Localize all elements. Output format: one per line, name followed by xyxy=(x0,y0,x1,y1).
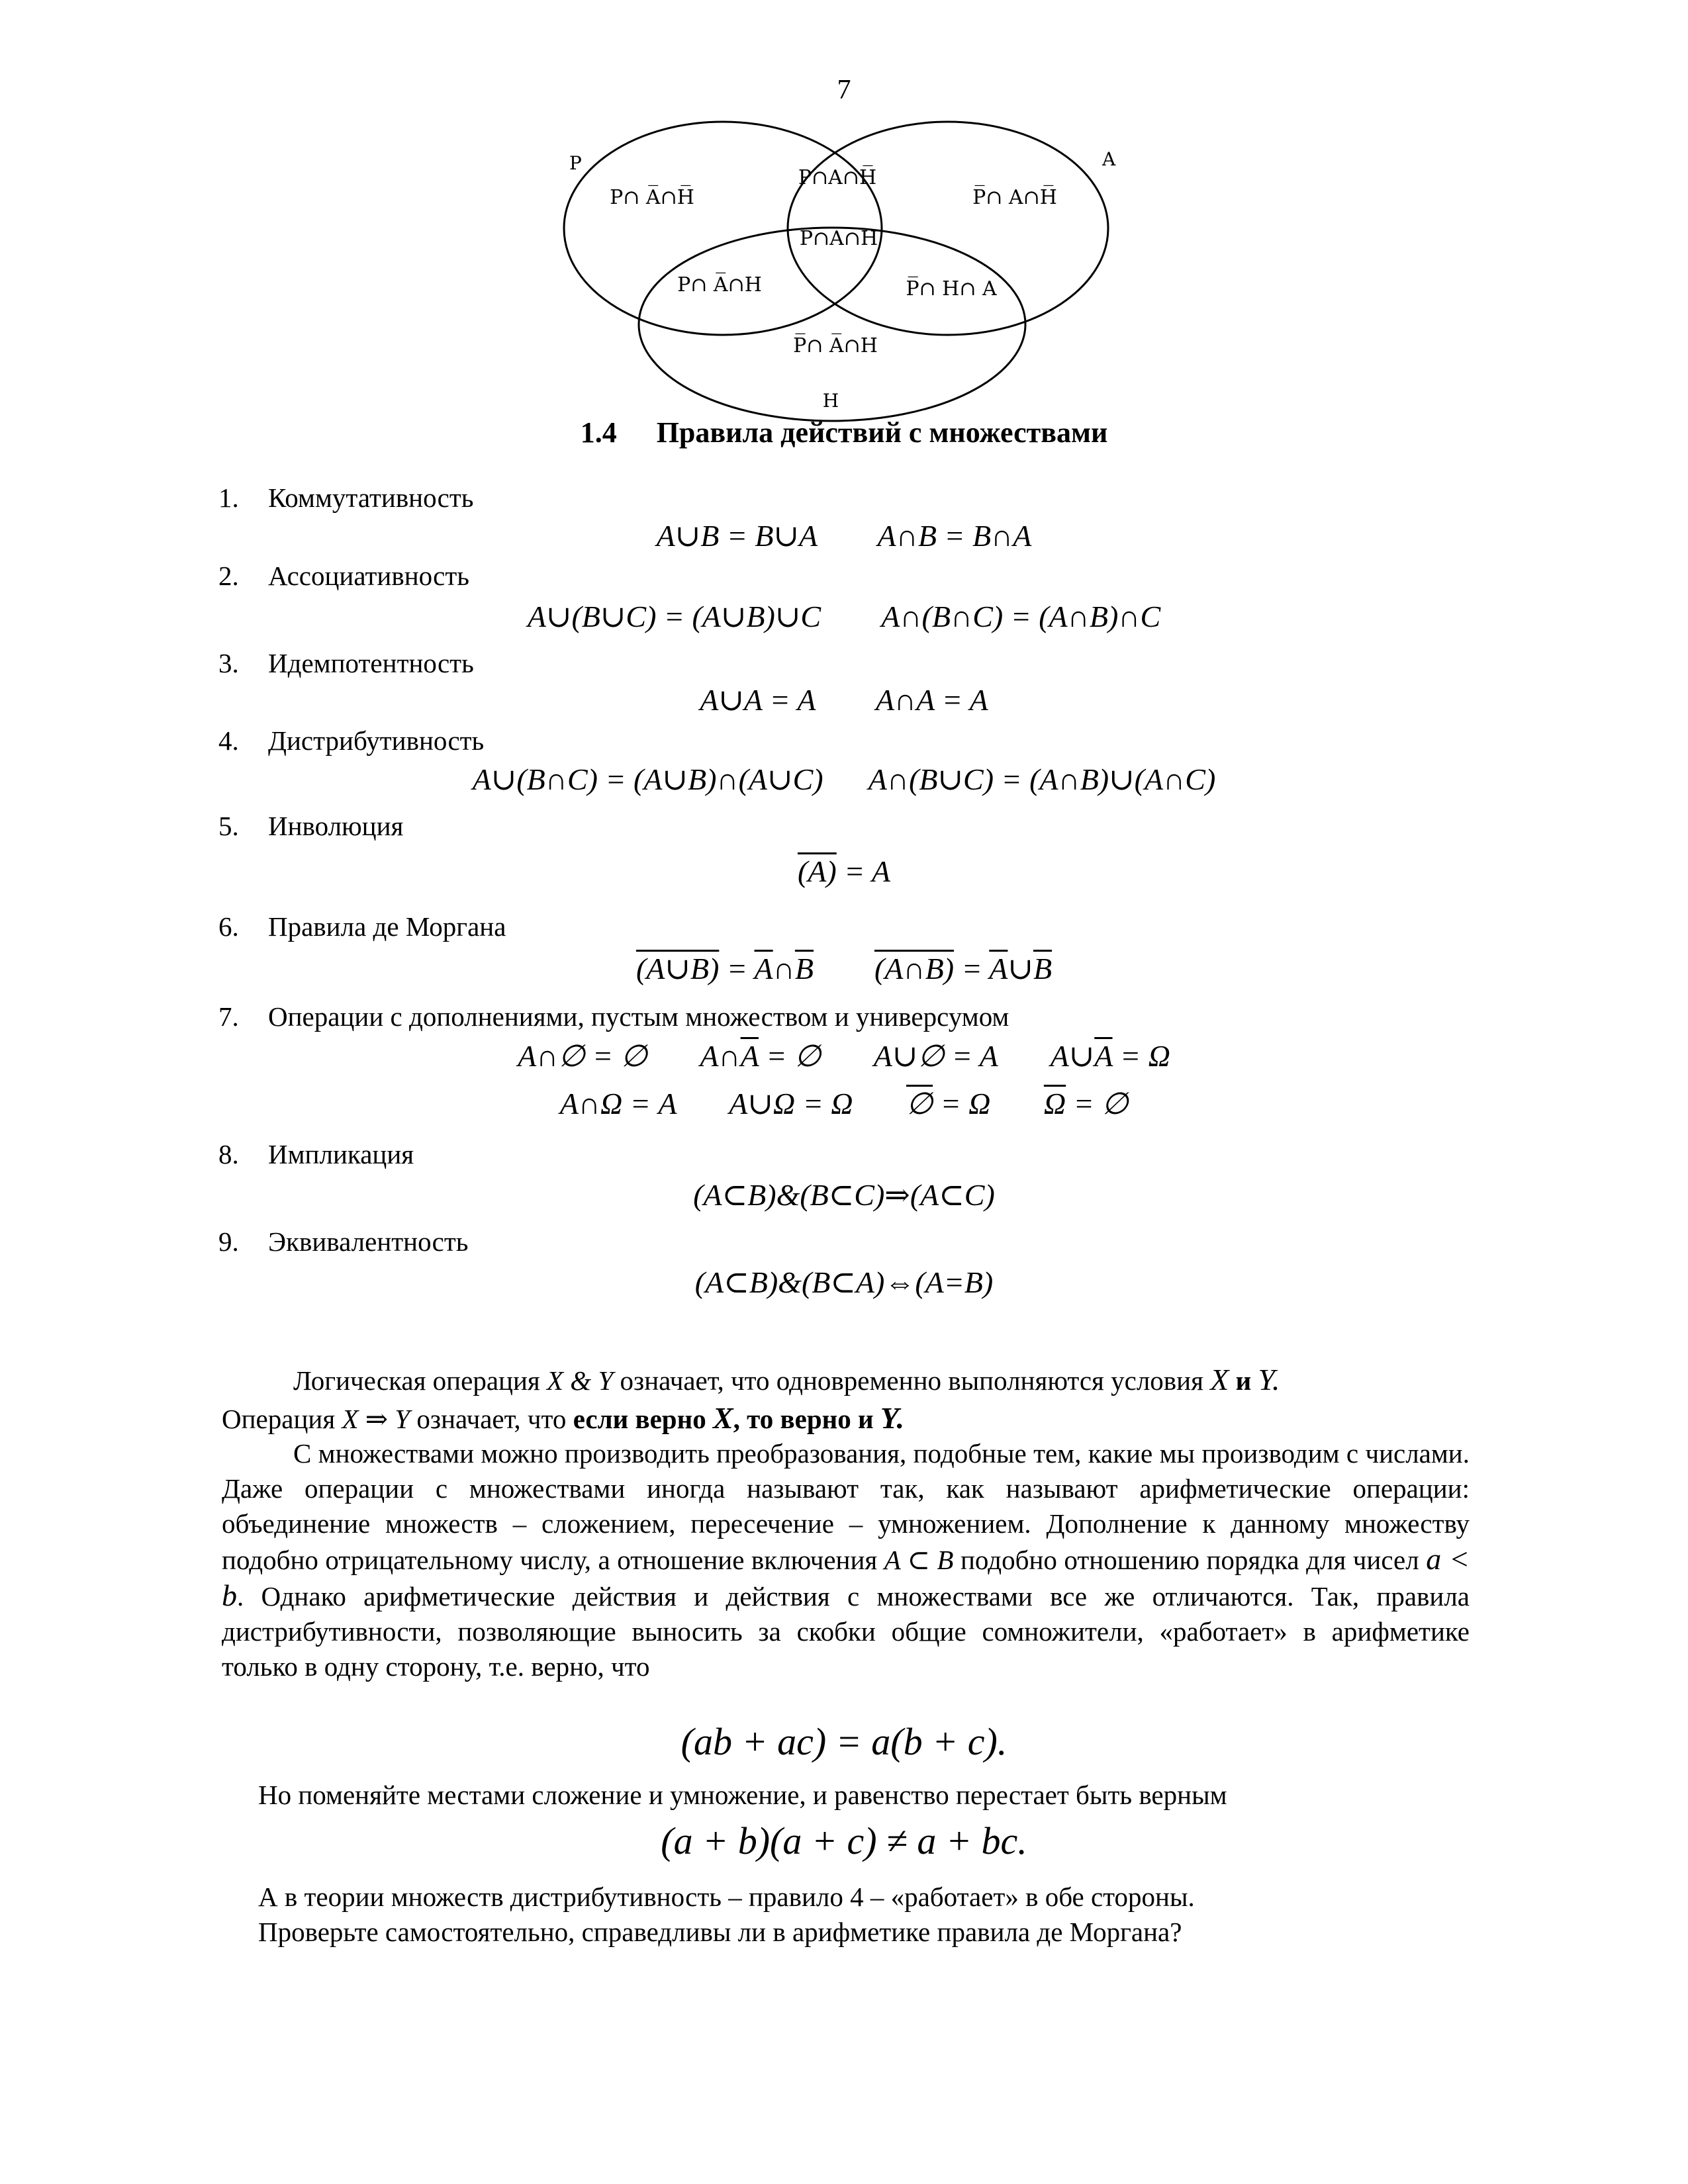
formula-row: A∪B = B∪A A∩B = B∩A xyxy=(656,519,1032,553)
equation-distributive: (ab + ac) = a(b + c). xyxy=(680,1720,1008,1763)
venn-region-p-only: P∩ A̅∩H̅ xyxy=(610,186,694,209)
formula-row: (A⊂B)&(B⊂C)⇒(A⊂C) xyxy=(693,1178,995,1212)
venn-label-a: A xyxy=(1102,148,1116,170)
rule-item: 4. Дистрибутивность xyxy=(218,725,485,756)
formula-row: (A⊂B)&(B⊂A)⇔(A=B) xyxy=(694,1265,994,1299)
venn-diagram xyxy=(0,0,1688,430)
venn-region-ah: P̅∩ H∩ A xyxy=(906,277,997,300)
paragraph-implication: Операция X ⇒ Y означает, что если верно X, то верно и Y. xyxy=(222,1401,905,1435)
section-title: 1.4 Правила действий с множествами xyxy=(580,416,1108,449)
venn-region-h-only: P̅∩ A̅∩H xyxy=(793,334,878,357)
paragraph-logical-and: Логическая операция X & Y означает, что одновременно выполняются условия X и Y. xyxy=(293,1363,1280,1396)
demorgan-formula: (A∪B) = $\overline{A}\cap\overline{B}$ (A∩B) = $\overline{A}\cup\overline{B}$ xyxy=(635,952,1053,985)
formula-row: A∪(B∪C) = (A∪B)∪C A∩(B∩C) = (A∩B)∩C xyxy=(527,600,1161,633)
rule-item: 5. Инволюция xyxy=(218,811,404,841)
venn-region-ph: P∩ A̅∩H xyxy=(677,273,762,296)
rule-item: 3. Идемпотентность xyxy=(218,648,474,678)
venn-region-pa: P∩A∩H̅ xyxy=(798,166,877,189)
rule-item: 9. Эквивалентность xyxy=(218,1226,469,1257)
venn-label-h: H xyxy=(822,390,839,412)
formula-row: A∪(B∩C) = (A∪B)∩(A∪C) A∩(B∪C) = (A∩B)∪(A∩C) xyxy=(472,762,1216,796)
paragraph-main: С множествами можно производить преобразования, подобные тем, какие мы производим с числами. Даже операции с множествами иногда называют так, как называют арифметические операции: объединение множеств – сложением, пересечение – умножением. Дополнение к данному множеству подобно отрицательному числу, а отношение включения A ⊂ B подобно отношению порядка для чисел a < b. Однако арифметические действия и действия с множествами все же отличаются. Так, правила дистрибутивности, позволяющие выносить за скобки общие сомножители, «работает» в арифметике только в одну сторону, т.е. верно, что xyxy=(222,1438,1470,1682)
formula-row: A∪A = A A∩A = A xyxy=(700,683,988,717)
equation-not-equal: (a + b)(a + c) ≠ a + bc. xyxy=(661,1819,1027,1862)
paragraph-sets-distributive: А в теории множеств дистрибутивность – правило 4 – «работает» в обе стороны. xyxy=(258,1882,1195,1912)
paragraph-swap: Но поменяйте местами сложение и умножение, и равенство перестает быть верным xyxy=(258,1780,1227,1810)
complement-row-2: A∩Ω = A A∪Ω = Ω ∅ = Ω $\overline{\Omega}$ = ∅ xyxy=(559,1087,1129,1120)
page-number: 7 xyxy=(837,75,851,105)
rule-item: 8. Импликация xyxy=(218,1139,414,1169)
venn-region-pah: P∩A∩H xyxy=(799,227,878,250)
venn-label-p: P xyxy=(569,152,582,174)
paragraph-demorgan-question: Проверьте самостоятельно, справедливы ли в арифметике правила де Моргана? xyxy=(258,1917,1182,1947)
involution-formula: (A) = A xyxy=(797,854,891,888)
rule-item: 2. Ассоциативность xyxy=(218,561,469,591)
venn-region-a-only: P̅∩ A∩H̅ xyxy=(972,186,1057,209)
complement-row-1: A∩∅ = ∅ $A\cap\overline{A}$ = ∅ A∪∅ = A $A\cup\overline{A} = \Omega$ xyxy=(518,1039,1170,1073)
rule-item: 7. Операции с дополнениями, пустым множеством и универсумом xyxy=(218,1001,1009,1032)
rule-item: 6. Правила де Моргана xyxy=(218,911,506,942)
rule-item: 1. Коммутативность xyxy=(218,482,474,513)
